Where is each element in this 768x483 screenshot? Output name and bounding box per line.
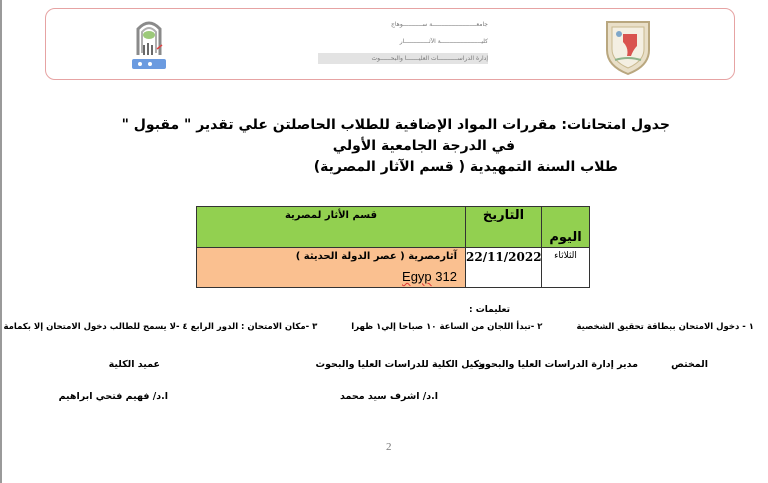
signature-name-dean: ا.د/ فهيم فتحي ابراهيم <box>58 391 168 402</box>
faculty-name: كليـــــــــــــــــــــــة الآثــــــــــــــار <box>399 38 488 45</box>
header-department: قسم الأثار لمصرية <box>197 207 466 248</box>
letterhead <box>45 8 735 80</box>
faculty-logo-icon <box>124 15 174 73</box>
cell-date: 22/11/2022 <box>466 248 542 288</box>
table-row <box>197 248 590 288</box>
signature-role-director: مدير إدارة الدراسات العليا والبحوث <box>475 359 638 370</box>
instruction-item: ٣ -مكان الامتحان : الدور الرابع ٤ -لا يسمح للطالب دخول الامتحان إلا بكمامة <box>3 322 318 332</box>
exam-schedule-table <box>196 206 590 288</box>
cell-subject <box>197 248 466 288</box>
letterhead-text <box>318 16 488 64</box>
signature-name-vice-dean: ا.د/ اشرف سيد محمد <box>340 391 438 402</box>
university-name: جامعـــــــــــــــــــــــــة ســـــــــــوهاج <box>390 21 488 28</box>
header-date: التاريخ <box>466 207 542 248</box>
page-edge <box>0 0 2 483</box>
subject-code <box>197 269 457 284</box>
signature-role-dean: عميد الكلية <box>108 359 160 370</box>
university-emblem-icon <box>601 16 655 76</box>
instructions-label: تعليمات : <box>469 305 510 315</box>
subject-code-prefix: Egyp <box>402 269 432 284</box>
subtitle-degree: في الدرجة الجامعية الأولي <box>332 138 515 154</box>
signature-role-vice-dean: وكيل الكلية للدراسات العليا والبحوث <box>315 359 485 370</box>
page-number: 2 <box>386 441 392 453</box>
header-day: اليوم <box>542 207 590 248</box>
subtitle-students: طلاب السنة التمهيدية ( قسم الآثار المصرية) <box>313 159 618 175</box>
page-title: جدول امتحانات: مقررات المواد الإضافية للطلاب الحاصلتن علي تقدير " مقبول " <box>121 117 670 133</box>
signature-role-specialist: المختص <box>671 359 708 370</box>
table-header-row <box>197 207 590 248</box>
subject-name: آثارمصرية ( عصر الدولة الحديثة ) <box>295 251 457 262</box>
instruction-item: ٢ -تبدأ اللجان من الساعة ١٠ صباحا إلي١ ظهرا <box>351 322 543 332</box>
instruction-item: ١ - دخول الامتحان ببطاقة تحقيق الشخصية <box>576 322 754 332</box>
subject-code-number: 312 <box>435 269 457 284</box>
department-name: إدارة الدراســـــــــــات العليـــــــا والبحــــــوث <box>318 53 488 64</box>
instructions-list <box>3 322 754 332</box>
cell-day: الثلاثاء <box>542 248 590 288</box>
